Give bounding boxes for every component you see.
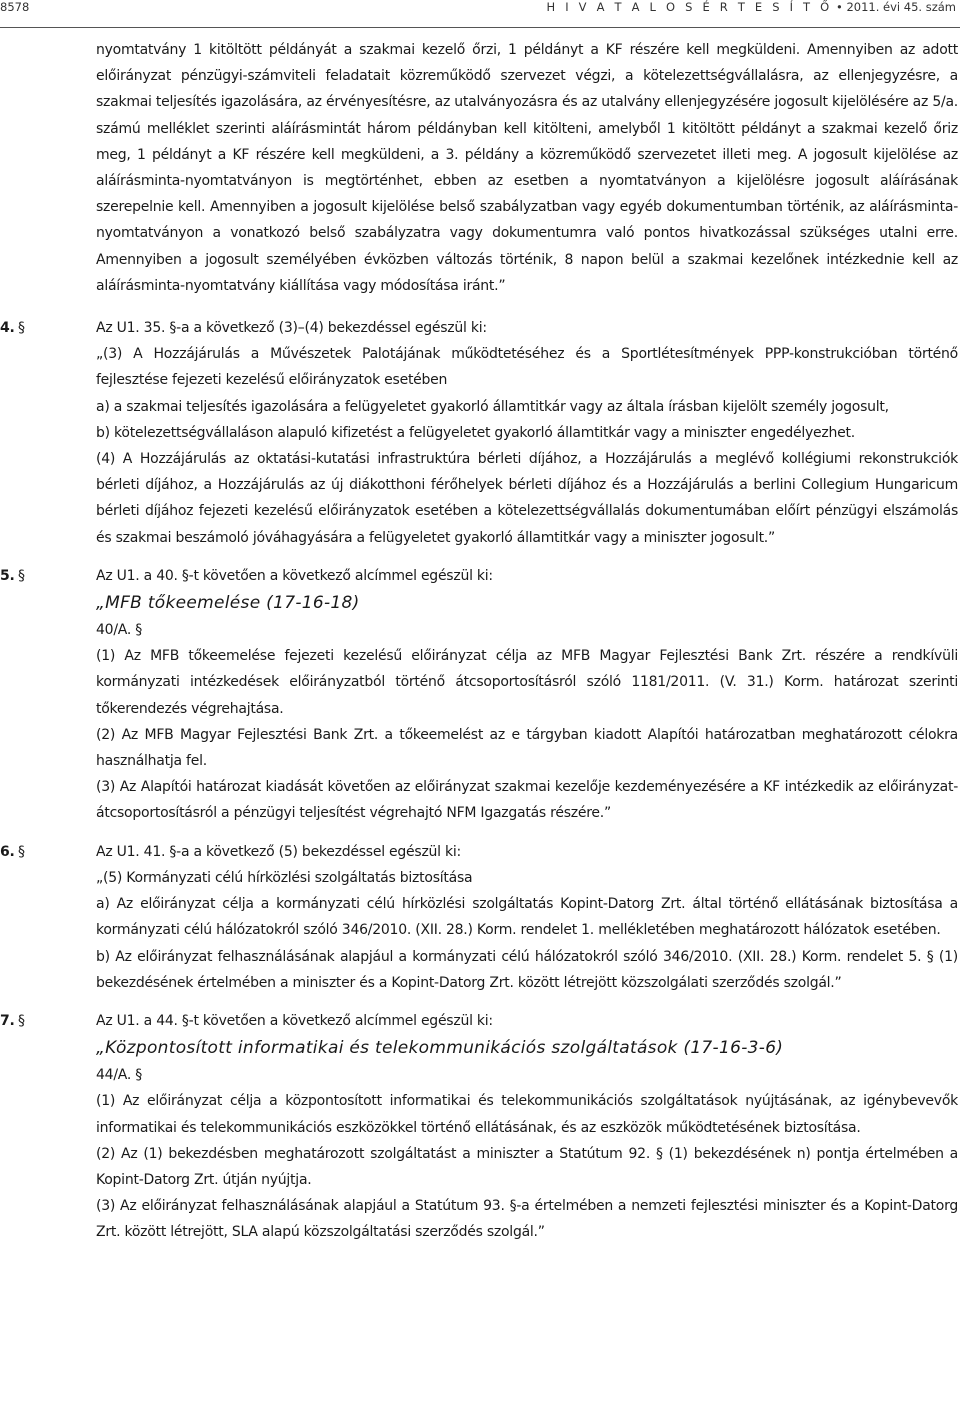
item-number: 7.: [0, 1012, 15, 1029]
document-body: [0, 37, 960, 1258]
item-body: [96, 839, 958, 996]
page-number: 8578: [0, 0, 30, 14]
item-number: 6.: [0, 843, 15, 860]
amendment-list: [0, 315, 960, 1246]
section-number: [0, 1008, 96, 1246]
item-body: [96, 563, 958, 827]
item-paragraph: (4) A Hozzájárulás az oktatási-kutatási infrastruktúra bérleti díjához, a Hozzájárulás a meglévő kollégiumi rekonstrukciók bérleti díjához, a Hozzájárulás az új diákotthoni férőhelyek bérleti díjához és a Hozzájárulás a berlini Collegium Hungaricum bérleti díjához fejezeti kezelésű előirányzatok esetében a kötelezettségvállalás dokumentumában előírt pénzügyi elszámolás és szakmai beszámoló jóváhagyására a felügyeletet gyakorló államtitkár vagy a miniszter jogosult.”: [96, 451, 958, 546]
intro-paragraph: nyomtatvány 1 kitöltött példányát a szakmai kezelő őrzi, 1 példányt a KF részére kell megküldeni. Amennyiben az adott előirányzat pénzügyi-számviteli feladatait közreműködő szervezet végzi, a kötelezettségvállalásra, az ellenjegyzésre, a szakmai teljesítés igazolására, az érvényesítésre, az utalványozásra és az utalvány ellenjegyzésére jogosult kijelölésére az 5/a. számú melléklet szerinti aláírásmintát három példányban kell kitölteni, amelyből 1 kitöltött példányt a szakmai kezelő őriz meg, 1 példányt a KF részére kell megküldeni, a 3. példány a közreműködő szervezetet illeti meg. A jogosult kijelölése az aláírásminta-nyomtatványon is megtörténhet, ebben az esetben a nyomtatványon a kijelölésre jogosult aláírásának szerepelnie kell. Amennyiben a jogosult kijelölése belső szabályzatban vagy egyéb dokumentumban történik, az aláírásminta-nyomtatványon a vonatkozó belső szabályzatra vagy dokumentumra való pontos hivatkozással szükséges utalni erre. Amennyiben a jogosult személyében évközben változás történik, 8 napon belül a szakmai kezelőnek intézkednie kell az aláírásminta-nyomtatvány kiállítása vagy módosítása iránt.”: [96, 42, 958, 294]
item-paragraph: „(5) Kormányzati célú hírközlési szolgáltatás biztosítása: [96, 869, 473, 886]
section-sign: §: [18, 843, 25, 860]
section-sign: §: [18, 320, 25, 337]
section-sign: §: [18, 1012, 25, 1029]
item-paragraph: a) Az előirányzat célja a kormányzati célú hírközlési szolgáltatás Kopint-Datorg Zrt. által történő ellátásának biztosítása a kormányzati célú hálózatokról szóló 346/2010. (XII. 28.) Korm. rendelet 1. mellékletében meghatározott hálózatok esetében.: [96, 896, 958, 939]
item-paragraph: a) a szakmai teljesítés igazolására a felügyeletet gyakorló államtitkár vagy az általa írásban kijelölt személy jogosult,: [96, 398, 889, 415]
item-paragraph: 44/A. §: [96, 1067, 143, 1084]
item-paragraph: (3) Az előirányzat felhasználásának alapjául a Statútum 93. §-a értelmében a nemzeti fejlesztési miniszter és a Kopint-Datorg Zrt. között létrejött, SLA alapú közszolgáltatási szerződés szolgál.”: [96, 1198, 958, 1241]
item-paragraph: Az U1. a 44. §-t követően a következő alcímmel egészül ki:: [96, 1012, 493, 1029]
section-number: [0, 839, 96, 996]
amendment-item: [0, 1008, 960, 1246]
subsection-heading: „MFB tőkeemelése (17-16-18): [96, 593, 360, 614]
item-paragraph: b) Az előirányzat felhasználásának alapjául a kormányzati célú hálózatokról szóló 346/2010. (XII. 28.) Korm. rendelet 5. § (1) bekezdésének értelmében a miniszter és a Kopint-Datorg Zrt. között létrejött közszolgálati szerződés szolgál.”: [96, 948, 958, 991]
amendment-item: [0, 839, 960, 996]
item-paragraph: (2) Az MFB Magyar Fejlesztési Bank Zrt. a tőkeemelést az e tárgyban kiadott Alapítói határozatban meghatározott célokra használhatja fel.: [96, 726, 958, 770]
header-rule: [0, 27, 960, 28]
item-paragraph: b) kötelezettségvállaláson alapuló kifizetést a felügyeletet gyakorló államtitkár vagy a miniszter engedélyezhet.: [96, 424, 855, 441]
item-number: 4.: [0, 320, 15, 337]
item-paragraph: Az U1. a 40. §-t követően a következő alcímmel egészül ki:: [96, 567, 493, 584]
item-paragraph: (1) Az MFB tőkeemelése fejezeti kezelésű előirányzat célja az MFB Magyar Fejlesztési Bank Zrt. részére a rendkívüli kormányzati intézkedések előirányzatból történő átcsoportosításról szóló 1181/2011. (V. 31.) Korm. határozat szerinti tőkerendezés végrehajtása.: [96, 648, 958, 717]
amendment-item: [0, 315, 960, 551]
item-paragraph: Az U1. 35. §-a a következő (3)–(4) bekezdéssel egészül ki:: [96, 320, 487, 337]
subsection-heading: „Központosított informatikai és telekommunikációs szolgáltatások (17-16-3-6): [96, 1038, 784, 1059]
amendment-item: [0, 563, 960, 827]
section-sign: §: [18, 567, 25, 584]
item-paragraph: „(3) A Hozzájárulás a Művészetek Palotájának működtetéséhez és a Sportlétesítmények PPP-konstrukcióban történő fejlesztése fejezeti kezelésű előirányzatok esetében: [96, 346, 958, 389]
item-body: [96, 1008, 958, 1246]
section-number: [0, 315, 96, 551]
page-header: [0, 0, 960, 14]
item-paragraph: (1) Az előirányzat célja a központosított informatikai és telekommunikációs szolgáltatások nyújtásának, az igénybevevők informatikai és telekommunikációs eszközökkel történő ellátásának, és az eszközök működtetésének biztosítása.: [96, 1093, 958, 1136]
journal-title: [547, 0, 956, 14]
item-paragraph: 40/A. §: [96, 622, 143, 639]
item-paragraph: (2) Az (1) bekezdésben meghatározott szolgáltatást a miniszter a Statútum 92. § (1) bekezdésének n) pontja értelmében a Kopint-Datorg Zrt. útján nyújtja.: [96, 1145, 958, 1188]
section-number: [0, 563, 96, 827]
item-body: [96, 315, 958, 551]
issue-info: • 2011. évi 45. szám: [836, 0, 956, 14]
item-paragraph: Az U1. 41. §-a a következő (5) bekezdéssel egészül ki:: [96, 843, 461, 860]
item-paragraph: (3) Az Alapítói határozat kiadását követően az előirányzat szakmai kezelője kezdeményezésére a KF intézkedik az előirányzat-átcsoportosításról a pénzügyi teljesítést végrehajtó NFM Igazgatás részére.”: [96, 779, 958, 822]
journal-name: H I V A T A L O S É R T E S Í T Ő: [546, 0, 833, 14]
item-number: 5.: [0, 567, 15, 584]
